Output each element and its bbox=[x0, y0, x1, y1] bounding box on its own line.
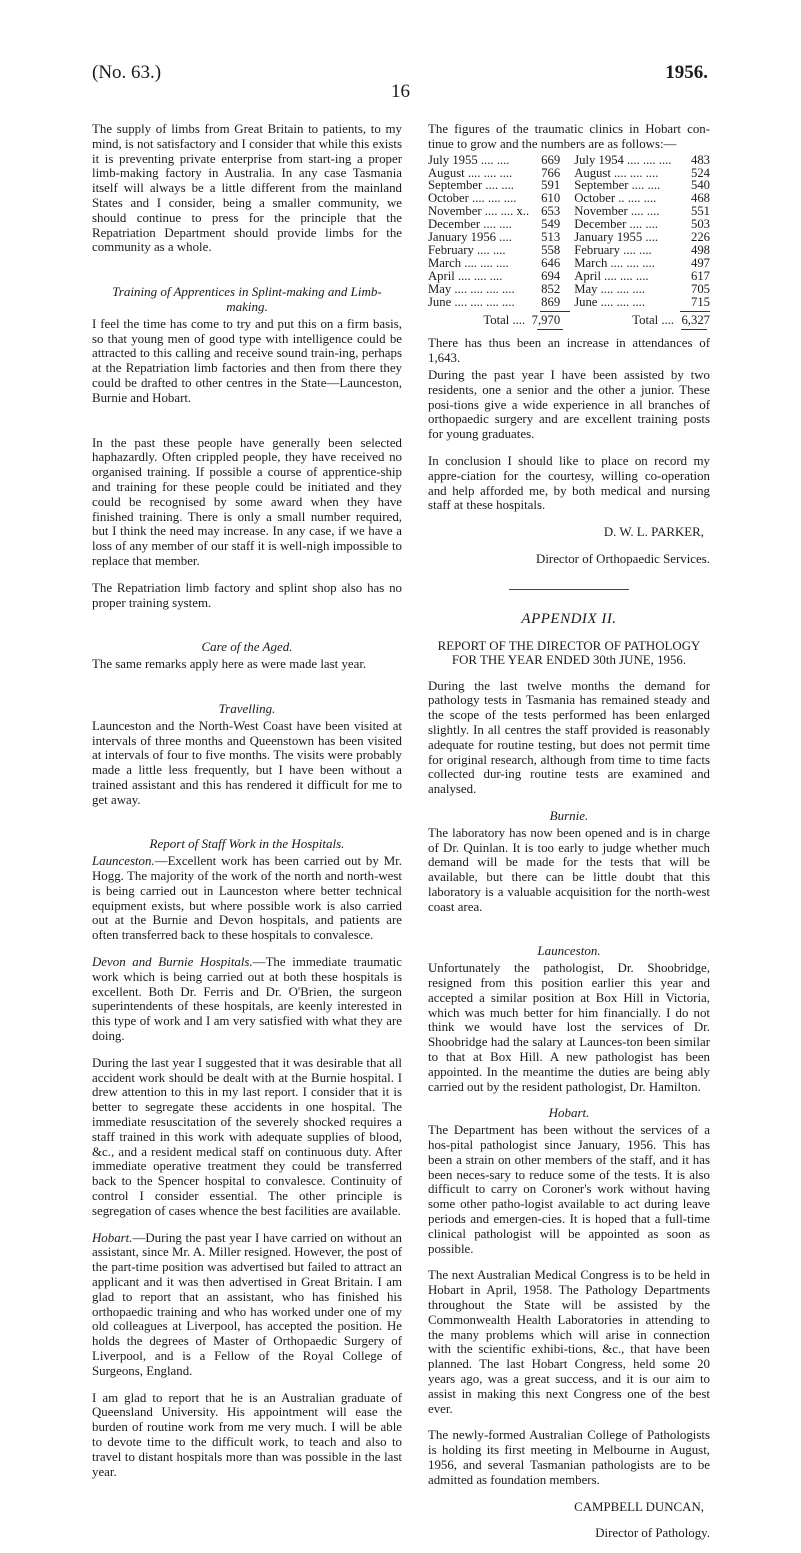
table-row bbox=[428, 270, 710, 283]
attendance-value: 503 bbox=[690, 217, 710, 232]
month-label: June .... .... .... .... bbox=[428, 294, 515, 309]
table-row bbox=[428, 296, 710, 309]
month-label: October .... .... .... bbox=[428, 191, 517, 206]
attendance-value: 558 bbox=[541, 242, 561, 257]
paragraph: The newly-formed Australian College of Pathologists is holding its first meeting in Melbourne in August, 1956, and several Tasmanian pathologists are to be admitted as foundation members. bbox=[428, 1428, 710, 1487]
inline-heading: Devon and Burnie Hospitals. bbox=[92, 955, 253, 970]
appendix-heading: APPENDIX II. bbox=[521, 610, 617, 627]
attendance-value: 497 bbox=[690, 255, 710, 270]
month-label: October .. .... .... bbox=[574, 191, 657, 206]
month-label: August .... .... .... bbox=[574, 165, 659, 180]
total-value: 7,970 bbox=[531, 313, 561, 328]
total-label: Total .... bbox=[483, 313, 526, 328]
table-row bbox=[428, 257, 710, 270]
divider bbox=[509, 589, 629, 590]
section-heading-report: Report of Staff Work in the Hospitals. bbox=[149, 836, 345, 852]
paragraph: There has thus been an increase in attendances of 1,643. bbox=[428, 336, 710, 366]
paragraph: Launceston and the North-West Coast have been visited at intervals of three months and Queenstown has been visited at intervals of four to five months. The visits were probably made a little less frequently, but I have been without a trained assistant and this has rendered it difficult for me to get away. bbox=[92, 718, 402, 807]
header-left: (No. 63.) bbox=[92, 62, 162, 83]
attendance-value: 468 bbox=[690, 191, 710, 206]
month-label: April .... .... .... bbox=[428, 268, 503, 283]
paragraph: I feel the time has come to try and put this on a firm basis, so that young men of good type with intelligence could be attracted to this calling and receive sound train-ing, perhaps at the Repatriation limb factories and then from there they could be drafted to other centres in the State—Launceston, Burnie and Hobart. bbox=[92, 316, 402, 405]
table-row bbox=[428, 231, 710, 244]
month-label: March .... .... .... bbox=[574, 255, 655, 270]
paragraph: During the last year I suggested that it was desirable that all accident work should be dealt with at the Burnie hospital. I drew attention to this in my last report. I consider that it is better to segregate these accidents in one hospital. The immediate resuscitation of the severely shocked requires a staff trained in this work with adequate supplies of blood, &c., and a resident medical staff on continuous duty. After immediate operative treatment they could be transferred back to the Spencer hospital to convalesce. Continuity of control I consider essential. The other principle is segregation of cases whence the best facilities are available. bbox=[92, 1055, 402, 1218]
header-year: 1956. bbox=[665, 62, 708, 83]
right-column bbox=[428, 122, 710, 1553]
paragraph: The Department has been without the services of a hos-pital pathologist since January, 1956. This has been a strain on other members of the staff, and it has been neces-sary to reduce some of the tests. It is also difficult to carry on Coroner's work without having some other patho-logist available to act during leave periods and emergen-cies. It is hoped that a full-time clinical pathologist will be appointed as soon as possible. bbox=[428, 1123, 710, 1256]
attendance-value: 551 bbox=[690, 204, 710, 219]
total-value: 6,327 bbox=[681, 313, 710, 328]
paragraph-text: —The immediate traumatic work which is being carried out at both these hospitals is excellent. Both Dr. Ferris and Dr. O'Brien, the surgeon superintendents of these hospitals, are keenly interested in this type of work and I am very satisfied with what they are doing. bbox=[92, 955, 402, 1044]
paragraph: The supply of limbs from Great Britain to patients, to my mind, is not satisfactory and I consider that while this exists it is preventing private enterprise from start-ing a proper limb-making factory in Australia. In any case Tasmania itself will always be a little different from the mainland States and I consider, being a smaller community, we should continue to press for the principle that the Repatriation Department should provide limbs for the community as a whole. bbox=[92, 122, 402, 255]
attendance-value: 540 bbox=[690, 178, 710, 193]
attendance-value: 852 bbox=[541, 281, 561, 296]
month-label: February .... .... bbox=[574, 242, 652, 257]
paragraph: The Repatriation limb factory and splint shop also has no proper training system. bbox=[92, 580, 402, 610]
table-row bbox=[428, 244, 710, 257]
page-number: 16 bbox=[391, 81, 410, 102]
section-heading-burnie: Burnie. bbox=[549, 807, 589, 823]
paragraph: In conclusion I should like to place on record my appre-ciation for the courtesy, willing co-operation and help afforded me, by both medical and nursing staff at these hospitals. bbox=[428, 453, 710, 513]
month-label: April .... .... .... bbox=[574, 268, 649, 283]
paragraph: During the last twelve months the demand for pathology tests in Tasmania has remained steady and the scope of the tests performed has been enlarged slightly. In all centres the staff provided is reasonably adequate for routine testing, but does not permit time for original research, although from time to time facts collected dur-ing routine tests are examined and analysed. bbox=[428, 678, 710, 797]
section-heading-training: Training of Apprentices in Splint-making and Limb-making. bbox=[112, 284, 382, 314]
month-label: May .... .... .... .... bbox=[428, 281, 515, 296]
paragraph bbox=[92, 955, 402, 1044]
attendance-value: 705 bbox=[690, 281, 710, 296]
paragraph: I am glad to report that he is an Australian graduate of Queensland University. His appointment will ease the burden of routine work from me very much. I will be able to devote time to the difficult work, to teach and also to travel to distant hospitals more than was possible in the last year. bbox=[92, 1390, 402, 1479]
attendance-value: 610 bbox=[541, 191, 561, 206]
paragraph-text: —Excellent work has been carried out by Mr. Hogg. The majority of the work of the north and north-west is being carried out in Launceston where better technical equipment exists, but where possible work is also carried out at the Burnie and Devon hospitals, and patients are often transferred back to these hospitals to convalesce. bbox=[92, 854, 402, 943]
inline-heading: Launceston. bbox=[92, 854, 155, 869]
paragraph bbox=[92, 1231, 402, 1379]
paragraph: The figures of the traumatic clinics in Hobart con-tinue to grow and the numbers are as follows:— bbox=[428, 122, 710, 151]
attendance-value: 869 bbox=[541, 294, 561, 309]
month-label: December .... .... bbox=[574, 217, 659, 232]
paragraph-text: —During the past year I have carried on without an assistant, since Mr. A. Miller resigned. However, the post of the part-time position was advertised but failed to attract an applicant and it was then advertised in Great Britain. I am glad to report that an assistant, who has finished his orthopaedic training and who has worked under one of my old colleagues at Liverpool, has accepted the position. He holds the degrees of Master of Orthopaedic Surgery of Liverpool, and is a Fellow of the Royal College of Surgeons, England. bbox=[92, 1230, 402, 1378]
section-heading-travelling: Travelling. bbox=[218, 700, 276, 716]
attendance-value: 498 bbox=[690, 242, 710, 257]
attendance-value: 653 bbox=[541, 204, 561, 219]
paragraph: Unfortunately the pathologist, Dr. Shoobridge, resigned from this position earlier this year and accepted a similar position at Box Hill in Victoria, which was much better for him financially. I do not think we would have lost the services of Dr. Shoobridge had the salary at Launces-ton been similar to that at Box Hill. A new pathologist has been appointed. In the meantime the duties are being ably carried out by the resident pathologist, Dr. Hamilton. bbox=[428, 961, 710, 1094]
section-heading-launceston: Launceston. bbox=[537, 943, 601, 959]
month-label: January 1956 .... bbox=[428, 230, 512, 245]
table-row bbox=[428, 283, 710, 296]
total-label: Total .... bbox=[632, 313, 675, 328]
month-label: July 1955 .... .... bbox=[428, 152, 510, 167]
month-label: May .... .... .... bbox=[574, 281, 646, 296]
paragraph: During the past year I have been assisted by two residents, one a senior and the other a junior. These posi-tions give a wide experience in all branches of orthopaedic surgery and are excellent training posts for young graduates. bbox=[428, 367, 710, 442]
month-label: November .... .... x.. bbox=[428, 204, 530, 219]
paragraph bbox=[92, 854, 402, 943]
paragraph: The next Australian Medical Congress is to be held in Hobart in April, 1958. The Pathology Departments throughout the State will be assisted by the Commonwealth Health Laboratories in attending to the many problems which will arise in connection with the scientific exhibi-tions, &c., that have been planned. The last Hobart Congress, held some 20 years ago, was a great success, and it is our aim to assist in making this next Congress one of the best ever. bbox=[428, 1268, 710, 1416]
paragraph: In the past these people have generally been selected haphazardly. Often crippled people, they have received no organised training. If possible a course of apprentice-ship and training for these people could be initiated and they could be recognised by some award when they have finished training. There is only a small number required, but I think the need may increase. In any case, if we have a loss of any member of our staff it is well-nigh impossible to replace that member. bbox=[92, 435, 402, 568]
left-column bbox=[92, 122, 402, 1491]
table-row bbox=[428, 154, 710, 167]
signature-title: Director of Pathology. bbox=[595, 1526, 710, 1541]
attendance-value: 549 bbox=[541, 217, 561, 232]
attendance-value: 617 bbox=[690, 268, 710, 283]
month-label: August .... .... .... bbox=[428, 165, 513, 180]
attendance-value: 591 bbox=[541, 178, 561, 193]
month-label: June .... .... .... bbox=[574, 294, 646, 309]
month-label: February .... .... bbox=[428, 242, 506, 257]
attendance-value: 646 bbox=[541, 255, 561, 270]
attendance-value: 715 bbox=[690, 294, 710, 309]
month-label: January 1955 .... bbox=[574, 230, 659, 245]
clinic-attendance-table bbox=[428, 154, 710, 331]
report-title: REPORT OF THE DIRECTOR OF PATHOLOGY FOR THE YEAR ENDED 30th JUNE, 1956. bbox=[437, 638, 701, 667]
signature-name: D. W. L. PARKER, bbox=[603, 525, 704, 540]
paragraph: The laboratory has now been opened and is in charge of Dr. Quinlan. It is too early to judge whether much demand will be made for the tests that will be available, but there can be little doubt that this laboratory is a valuable acquisition for the north-west coast area. bbox=[428, 825, 710, 914]
signature-title: Director of Orthopaedic Services. bbox=[536, 551, 710, 566]
attendance-value: 483 bbox=[690, 152, 710, 167]
month-label: November .... .... bbox=[574, 204, 660, 219]
section-heading-hobart: Hobart. bbox=[548, 1105, 590, 1121]
inline-heading: Hobart. bbox=[92, 1230, 133, 1245]
attendance-value: 226 bbox=[690, 230, 710, 245]
attendance-value: 513 bbox=[541, 230, 561, 245]
attendance-value: 694 bbox=[541, 268, 561, 283]
month-label: July 1954 .... .... .... bbox=[574, 152, 672, 167]
paragraph: The same remarks apply here as were made last year. bbox=[92, 657, 367, 672]
month-label: December .... .... bbox=[428, 217, 512, 232]
section-heading-aged: Care of the Aged. bbox=[201, 639, 293, 655]
attendance-value: 669 bbox=[541, 152, 561, 167]
signature-name: CAMPBELL DUNCAN, bbox=[574, 1499, 704, 1514]
attendance-value: 524 bbox=[690, 165, 710, 180]
attendance-value: 766 bbox=[541, 165, 561, 180]
month-label: March .... .... .... bbox=[428, 255, 509, 270]
month-label: September .... .... bbox=[428, 178, 514, 193]
month-label: September .... .... bbox=[574, 178, 661, 193]
